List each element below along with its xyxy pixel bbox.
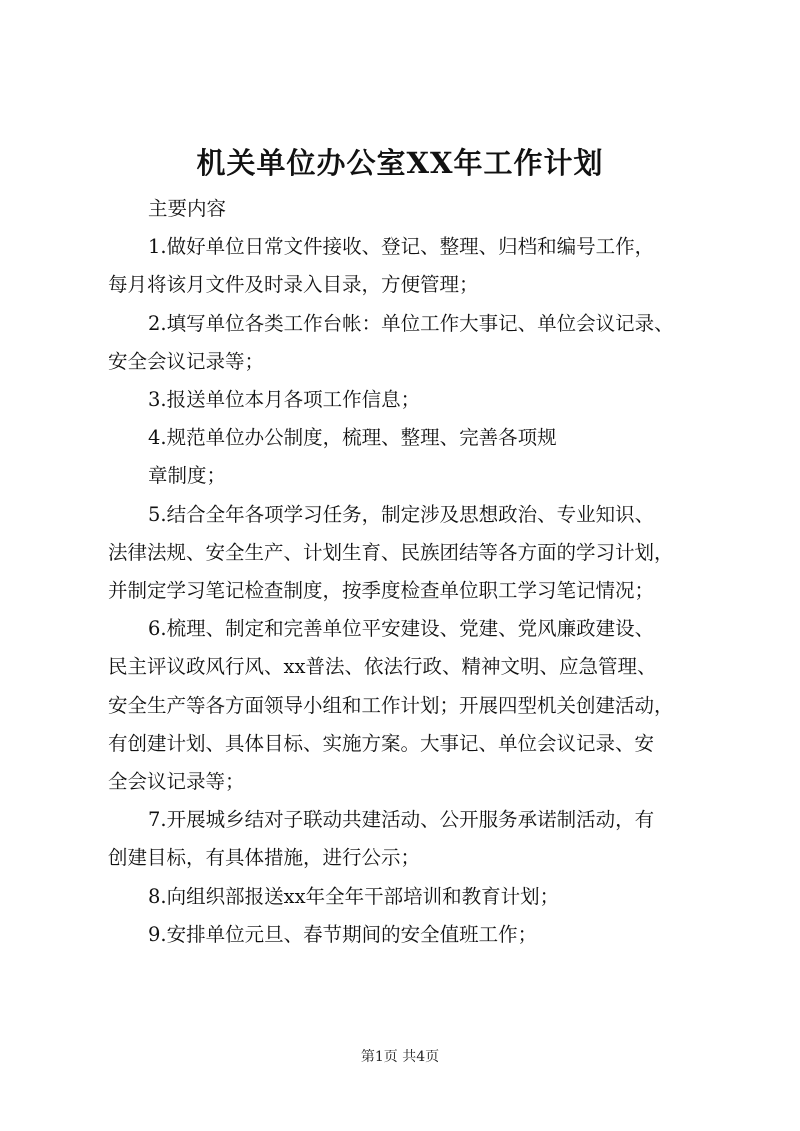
text-line: 每月将该月文件及时录入目录，方便管理； <box>108 273 479 297</box>
document-title: 机关单位办公室XX年工作计划 <box>196 146 604 180</box>
list-item <box>108 305 708 381</box>
document-body <box>108 190 708 954</box>
text-line: 法律法规、安全生产、计划生育、民族团结等各方面的学习计划， <box>108 540 674 564</box>
page-footer: 第1页 共4页 <box>360 1049 440 1065</box>
text-line: 2.填写单位各类工作台帐：单位工作大事记、单位会议记录、 <box>148 311 674 335</box>
text-line: 民主评议政风行风、xx普法、依法行政、精神文明、应急管理、 <box>108 655 657 679</box>
text-line: 1.做好单位日常文件接收、登记、整理、归档和编号工作， <box>148 235 655 259</box>
text-line: 5.结合全年各项学习任务，制定涉及思想政治、专业知识、 <box>148 502 655 526</box>
list-item <box>108 228 708 304</box>
list-item <box>108 381 708 419</box>
text-line: 8.向组织部报送xx年全年干部培训和教育计划； <box>148 884 560 908</box>
text-line: 创建目标，有具体措施，进行公示； <box>108 846 421 870</box>
text-line: 全会议记录等； <box>108 770 245 794</box>
list-item <box>108 610 708 801</box>
text-line: 7.开展城乡结对子联动共建活动、公开服务承诺制活动，有 <box>148 808 655 832</box>
list-item <box>108 916 708 954</box>
list-item <box>108 496 708 611</box>
text-line: 并制定学习笔记检查制度，按季度检查单位职工学习笔记情况； <box>108 579 655 603</box>
list-item <box>108 801 708 877</box>
section-heading: 主要内容 <box>148 197 227 220</box>
list-item <box>108 419 708 457</box>
text-line: 4.规范单位办公制度，梳理、整理、完善各项规 <box>148 426 557 450</box>
text-line: 安全生产等各方面领导小组和工作计划；开展四型机关创建活动， <box>108 693 674 717</box>
text-line: 有创建计划、具体目标、实施方案。大事记、单位会议记录、安 <box>108 731 655 755</box>
list-item <box>108 457 708 495</box>
list-item <box>108 878 708 916</box>
text-line: 章制度； <box>148 464 227 488</box>
text-line: 安全会议记录等； <box>108 349 265 373</box>
text-line: 6.梳理、制定和完善单位平安建设、党建、党风廉政建设、 <box>148 617 655 641</box>
text-line: 3.报送单位本月各项工作信息； <box>148 388 421 412</box>
text-line: 9.安排单位元旦、春节期间的安全值班工作； <box>148 922 538 946</box>
